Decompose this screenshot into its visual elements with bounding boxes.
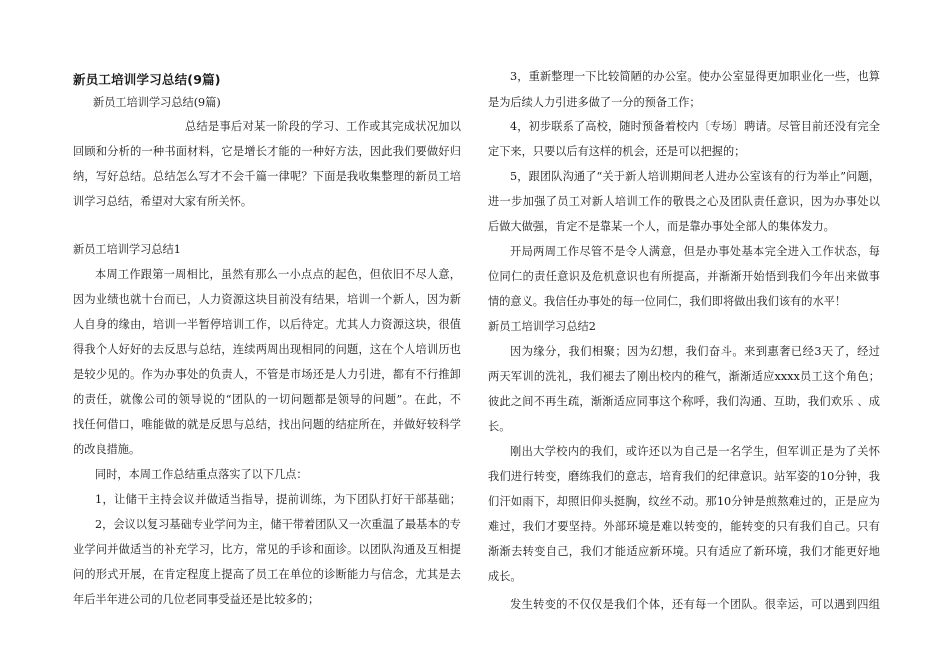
right-column-line: 因为缘分，我们相聚；因为幻想，我们奋斗。来到惠奢已经3天了，经过	[510, 345, 880, 358]
right-column-line: 4，初步联系了高校，随时预备着校内〔专场〕聘请。尽管目前还没有完全	[510, 120, 880, 133]
left-column-line: 人自身的缘由，培训一半暂停培训工作，以后待定。尤其人力资源这块，很值	[73, 318, 461, 331]
left-column-line: 得我个人好好的去反思与总结，连续两周出现相同的问题，这在个人培训历也	[73, 343, 461, 356]
left-column-line: 业学问并做适当的补充学习，比方，常见的手诊和面诊。以团队沟通及互相提	[73, 543, 461, 556]
left-column-line: 的改良措施。	[73, 443, 141, 456]
right-column-line: 发生转变的不仅仅是我们个体，还有每一个团队。很幸运，可以遇到四组	[510, 598, 880, 611]
right-column-line: 成长。	[488, 570, 522, 583]
document-title: 新员工培训学习总结(9篇)	[73, 72, 221, 87]
right-column-line: 开局两周工作尽管不是令人满意，但是办事处基本完全进入工作状态，每	[510, 245, 880, 258]
left-column-line: 问的形式开展，在肯定程度上提高了员工在单位的诊断能力与信念，尤其是去	[73, 568, 461, 581]
right-column-line: 定下来，只要以后有这样的机会，还是可以把握的；	[488, 145, 746, 158]
left-column-line: 因为业绩也就十台而已，人力资源这块目前没有结果，培训一个新人，因为新	[73, 293, 461, 306]
right-column-line: 彼此之间不再生疏，渐渐适应同事这个称呼，我们沟通、互助，我们欢乐 、成	[488, 395, 880, 408]
left-column-line: 回顾和分析的一种书面材料，它是增长才能的一种好方法，因此我们要做好归	[73, 145, 461, 158]
left-column-line: 新员工培训学习总结1	[73, 243, 181, 256]
right-column-line: 3，重新整理一下比较简陋的办公室。使办公室显得更加职业化一些，也算	[510, 70, 880, 83]
left-column-line: 总结是事后对某一阶段的学习、工作或其完成状况加以	[185, 120, 461, 133]
right-column-line: 刚出大学校内的我们，或许还以为自己是一名学生，但军训正是为了关怀	[510, 445, 880, 458]
left-column-line: 2，会议以复习基础专业学问为主，储干带着团队又一次重温了最基本的专	[95, 518, 461, 531]
left-column-line: 同时，本周工作总结重点落实了以下几点：	[95, 468, 308, 481]
right-column-line: 长。	[488, 420, 511, 433]
right-column-line: 渐渐去转变自己，我们才能适应新环境。只有适应了新环境，我们才能更好地	[488, 545, 880, 558]
right-column-line: 后做大做强，肯定不是靠某一个人，而是靠办事处全部人的集体发力。	[488, 220, 835, 233]
right-column-line: 位同仁的责任意识及危机意识也有所提高，并渐渐开始悟到我们今年出来做事	[488, 270, 880, 283]
right-column-line: 情的意义。我信任办事处的每一位同仁，我们即将做出我们该有的水平！	[488, 295, 847, 308]
right-column-line: 新员工培训学习总结2	[488, 320, 596, 333]
right-column-line: 进一步加强了员工对新人培训工作的敬畏之心及团队责任意识，因为办事处以	[488, 195, 880, 208]
left-column-line: 是较少见的。作为办事处的负责人，不管是市场还是人力引进，都有不行推卸	[73, 368, 461, 381]
right-column-line: 是为后续人力引进多做了一分的预备工作；	[488, 96, 701, 109]
right-column-line: 难过，我们才要坚持。外部环境是难以转变的，能转变的只有我们自己。只有	[488, 520, 880, 533]
left-column-line: 本周工作跟第一周相比，虽然有那么一小点点的起色，但依旧不尽人意，	[95, 268, 461, 281]
right-column-line: 两天军训的洗礼，我们褪去了刚出校内的稚气，渐渐适应xxxx员工这个角色；	[488, 370, 880, 383]
left-column-line: 新员工培训学习总结(9篇)	[93, 96, 221, 109]
left-column-line: 的责任，就像公司的领导说的“团队的一切问题都是领导的问题”。在此，不	[73, 393, 461, 406]
left-column-line: 1，让储干主持会议并做适当指导，提前训练，为下团队打好干部基础；	[95, 493, 461, 506]
right-column-line: 5，跟团队沟通了“关于新人培训期间老人进办公室该有的行为举止”问题，	[510, 170, 880, 183]
left-column-line: 年后半年进公司的几位老同事受益还是比较多的；	[73, 593, 320, 606]
right-column-line: 们汗如雨下，却照旧仰头挺胸，纹丝不动。那10分钟是煎熬难过的，正是应为	[488, 495, 880, 508]
left-column-line: 找任何借口，唯能做的就是反思与总结，找出问题的结症所在，并做好较科学	[73, 418, 461, 431]
right-column-line: 我们进行转变，磨练我们的意志，培育我们的纪律意识。站军姿的10分钟，我	[488, 470, 880, 483]
left-column-line: 训学习总结，希望对大家有所关怀。	[73, 195, 253, 208]
left-column-line: 纳，写好总结。总结怎么写才不会千篇一律呢？下面是我收集整理的新员工培	[73, 170, 461, 183]
